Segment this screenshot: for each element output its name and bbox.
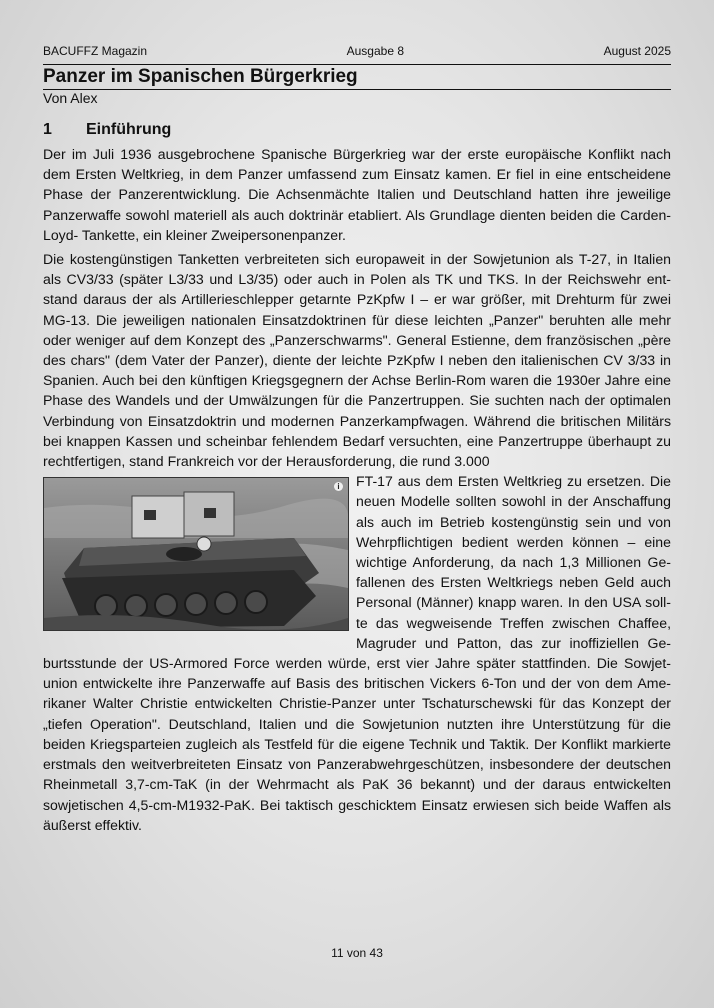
- section-title: Einführung: [86, 121, 172, 138]
- section-number: 1: [43, 121, 52, 138]
- info-icon[interactable]: i: [334, 482, 343, 491]
- magazine-name: BACUFFZ Magazin: [43, 44, 148, 58]
- page-number: 11 von 43: [331, 946, 383, 960]
- article-author: Von Alex: [43, 90, 98, 106]
- tank-photo: [43, 477, 349, 631]
- paragraph-3: FT-17 aus dem Ersten Weltkrieg zu ersetzen. Die neuen Modelle sollten sowohl in der Anschaffung als auch im Betrieb kostengünstig sein und von Wehrpflichtigen bedient werden können – eine wichtige Anforderung, da nach 1,3 Millionen Gefallenen des Ersten Weltkriegs neben Geld auch Personal (Männer) knapp waren. In den USA sollte das wegweisende Treffen zwischen Chaffee, Magruder und Patton, das zur inoffiziellen Geburtsstunde der US-Armored Force werden würde, erst vier Jahre später stattfinden. Die Sowjetunion entwickelte ihre Panzerwaffe auf Basis des britischen Vickers 6-Ton und der von dem Amerikaner Walter Christie entwickelten Christie-Panzer unter Tschaturschewski für das Konzept der „tiefen Operation". Deutschland, Italien und die Sowjetunion nutzten ihre Unterstützung für die beiden Kriegsparteien zugleich als Testfeld für die eigene Technik und Taktik. Der Konflikt markierte erstmals den weitverbreiteten Einsatz von Panzerabwehrgeschützen, insbesondere der deutschen Rheinmetall 3,7-cm-TaK (in der Wehrmacht als PaK 36 bekannt) und der daraus entwickelten sowjetischen 4,5-cm-M1932-PaK. Bei taktisch geschicktem Einsatz erwiesen sich beide Waffen als äußerst effektiv.: [43, 473, 671, 833]
- paragraph-1: Der im Juli 1936 ausgebrochene Spanische Bürgerkrieg war der erste europäische Konflikt nach dem Ersten Weltkrieg, in dem Panzer umfassend zum Einsatz kamen. Er fiel in eine entscheidene Phase der Panzerentwicklung. Die Achsenmächte Italien und Deutschland hatten ihre jeweilige Panzerwaffe sowohl materiell als auch doktrinär etabliert. Als Grundlage dienten beiden die Carden-Loyd- Tankette, ein kleiner Zweipersonenpanzer.: [43, 146, 671, 243]
- article-title: Panzer im Spanischen Bürgerkrieg: [43, 66, 671, 90]
- paragraph-2: Die kostengünstigen Tanketten verbreiteten sich europaweit in der Sowjetunion als T-27, in Italien als CV3/33 (später L3/33 und L3/35) oder auch in Polen als TK und TKS. In der Reichswehr entstand daraus der als Artillerieschlepper getarnte PzKpfw I – er war größer, mit Drehturm für zwei MG-13. Die jeweiligen nationalen Einsatzdoktrinen für diese leichten „Panzer" beruhten alle mehr oder weniger auf dem Konzept des „Panzerschwarms". General Estienne, dem französischen „père des chars" (dem Vater der Panzer), diente der leichte PzKpfw I neben den italienischen CV 3/33 in Spanien. Auch bei den künftigen Kriegsgegnern der Achse Berlin-Rom waren die 1930er Jahre eine Phase des Wandels und der Umwälzungen für die Panzertruppen. Sie suchten nach der optimalen Verbindung von Einsatzdoktrin und modernen Panzerkampfwagen. Während die britischen Militärs bei knappen Kassen und scheinbar fehlendem Bedarf versuchten, eine Panzertruppe überhaupt zu rechtfertigen, stand Frankreich vor der Herausforderung, die rund 3.000: [43, 251, 671, 470]
- issue-number: Ausgabe 8: [346, 44, 405, 58]
- tank-photo-illustration: [44, 478, 348, 630]
- section-heading: [43, 121, 171, 139]
- issue-date: August 2025: [603, 44, 671, 58]
- article-body: [43, 144, 671, 839]
- running-header: [43, 44, 671, 65]
- page: [43, 0, 671, 1008]
